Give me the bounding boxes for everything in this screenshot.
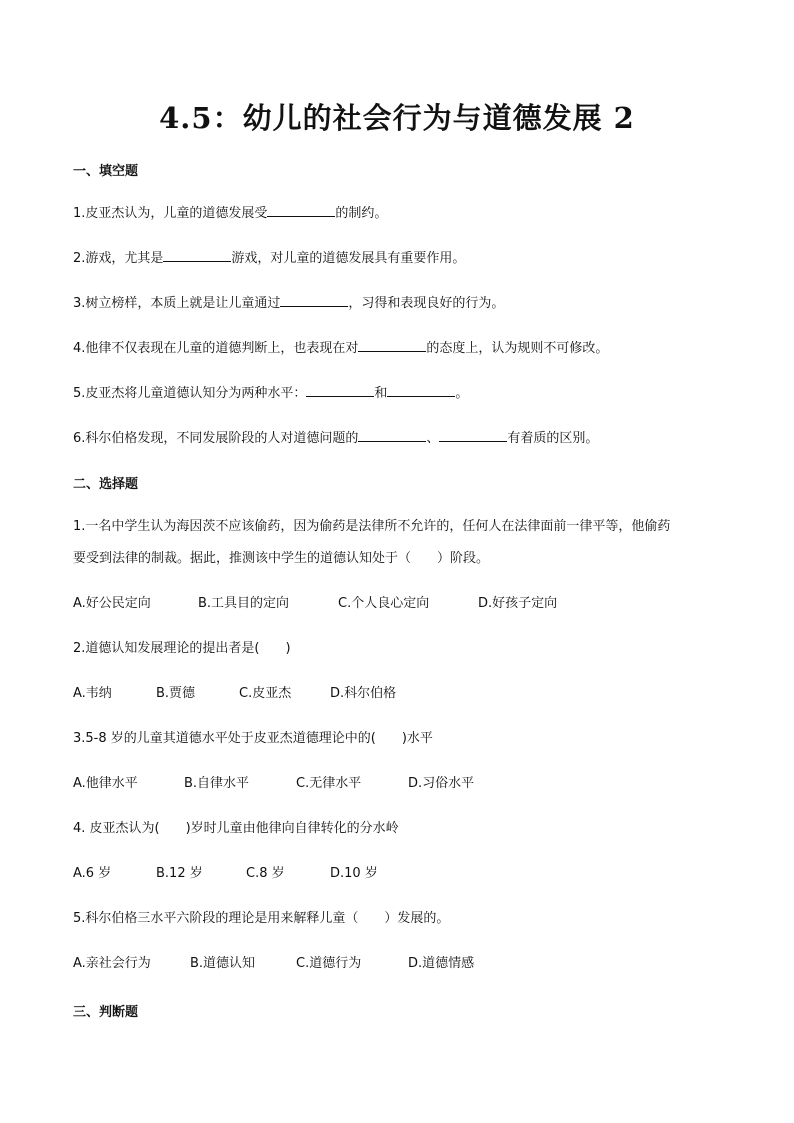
question-text: 和 — [374, 386, 388, 401]
answer-blank[interactable] — [387, 382, 455, 397]
option-c[interactable]: C.道德行为 — [296, 956, 362, 971]
question-text: 游戏，对儿童的道德发展具有重要作用。 — [231, 251, 466, 266]
option-b[interactable]: B.道德认知 — [190, 956, 256, 971]
fill-question-1 — [73, 202, 387, 224]
fill-question-2 — [73, 247, 465, 269]
option-d[interactable]: D.好孩子定向 — [478, 596, 558, 611]
option-b[interactable]: B.贾德 — [156, 686, 196, 701]
section-heading-choice: 二、选择题 — [73, 477, 139, 492]
answer-blank[interactable] — [358, 337, 426, 352]
choice-question-1-line-2: 要受到法律的制裁。据此，推测该中学生的道德认知处于（ ）阶段。 — [73, 551, 490, 566]
option-d[interactable]: D.科尔伯格 — [330, 686, 397, 701]
question-text: 有着质的区别。 — [507, 431, 599, 446]
choice-question-2: 2.道德认知发展理论的提出者是( ) — [73, 641, 291, 656]
section-heading-judge: 三、判断题 — [73, 1005, 139, 1020]
question-text: 2.游戏，尤其是 — [73, 251, 164, 266]
option-c[interactable]: C.皮亚杰 — [239, 686, 292, 701]
option-a[interactable]: A.亲社会行为 — [73, 956, 151, 971]
option-c[interactable]: C.8 岁 — [246, 866, 285, 881]
option-a[interactable]: A.好公民定向 — [73, 596, 151, 611]
choice-question-1-line-1: 1.一名中学生认为海因茨不应该偷药，因为偷药是法律所不允许的，任何人在法律面前一律平等，他偷药 — [73, 519, 671, 534]
option-a[interactable]: A.6 岁 — [73, 866, 112, 881]
answer-blank[interactable] — [280, 292, 348, 307]
question-text: 的态度上，认为规则不可修改。 — [426, 341, 609, 356]
option-b[interactable]: B.12 岁 — [156, 866, 203, 881]
question-text: 4.他律不仅表现在儿童的道德判断上，也表现在对 — [73, 341, 359, 356]
option-a[interactable]: A.韦纳 — [73, 686, 112, 701]
answer-blank[interactable] — [358, 427, 426, 442]
answer-blank[interactable] — [439, 427, 507, 442]
question-text: 3.树立榜样，本质上就是让儿童通过 — [73, 296, 281, 311]
fill-question-5 — [73, 382, 468, 404]
fill-question-4 — [73, 337, 608, 359]
fill-question-6 — [73, 427, 598, 449]
question-text: ，习得和表现良好的行为。 — [348, 296, 505, 311]
choice-options-1 — [73, 594, 557, 614]
choice-question-5: 5.科尔伯格三水平六阶段的理论是用来解释儿童（ ）发展的。 — [73, 911, 450, 926]
question-text: 1.皮亚杰认为，儿童的道德发展受 — [73, 206, 268, 221]
question-text: 、 — [426, 431, 440, 446]
answer-blank[interactable] — [267, 202, 335, 217]
choice-question-3: 3.5-8 岁的儿童其道德水平处于皮亚杰道德理论中的( )水平 — [73, 731, 433, 746]
page-title: 4.5：幼儿的社会行为与道德发展 2 — [159, 101, 635, 135]
option-d[interactable]: D.10 岁 — [330, 866, 378, 881]
option-c[interactable]: C.个人良心定向 — [338, 596, 430, 611]
fill-question-3 — [73, 292, 504, 314]
option-b[interactable]: B.自律水平 — [184, 776, 250, 791]
choice-question-4: 4. 皮亚杰认为( )岁时儿童由他律向自律转化的分水岭 — [73, 821, 399, 836]
choice-options-3 — [73, 774, 474, 794]
question-text: 的制约。 — [335, 206, 388, 221]
answer-blank[interactable] — [306, 382, 374, 397]
answer-blank[interactable] — [163, 247, 231, 262]
option-b[interactable]: B.工具目的定向 — [198, 596, 290, 611]
option-d[interactable]: D.道德情感 — [408, 956, 475, 971]
question-text: 6.科尔伯格发现，不同发展阶段的人对道德问题的 — [73, 431, 359, 446]
choice-options-4 — [73, 864, 378, 884]
question-text: 5.皮亚杰将儿童道德认知分为两种水平： — [73, 386, 307, 401]
choice-options-2 — [73, 684, 396, 704]
option-c[interactable]: C.无律水平 — [296, 776, 362, 791]
option-d[interactable]: D.习俗水平 — [408, 776, 475, 791]
option-a[interactable]: A.他律水平 — [73, 776, 138, 791]
section-heading-fill: 一、填空题 — [73, 164, 139, 179]
choice-options-5 — [73, 954, 474, 974]
question-text: 。 — [455, 386, 469, 401]
